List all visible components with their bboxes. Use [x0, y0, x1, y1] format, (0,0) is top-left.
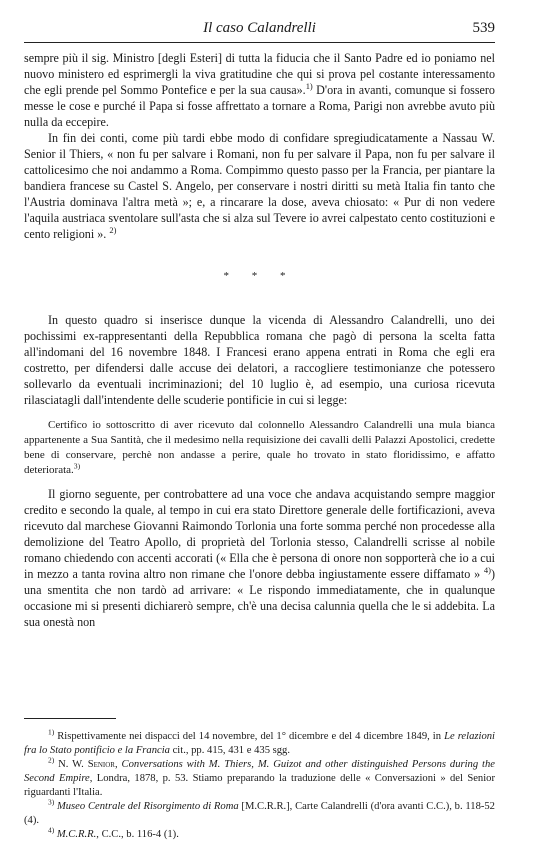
paragraph-4: [24, 486, 495, 630]
quoted-receipt-text: Certifico io sottoscritto di aver ricevuto dal colonnello Alessandro Calandrelli una mula bianca appartenente a Sua Santità, che il medesimo nella requisizione dei cavalli delli Palazzi Apostolici, credette bene di conservare, perchè non andasse a perire, quale ho trovato in stato floridissimo, e affatto deteriorata.: [24, 419, 495, 476]
footnote-3: [24, 797, 495, 828]
footnote-2-separator: ,: [114, 759, 122, 770]
paragraph-1: [24, 50, 495, 130]
paragraph-2: [24, 130, 495, 242]
footnote-ref-3: 3): [73, 461, 81, 471]
header-rule: [24, 42, 495, 43]
footnote-2-title: Conversations with M. Thiers, M. Guizot and other distinguished Persons during the Second Empire: [24, 759, 495, 784]
paragraph-1-text: sempre più il sig. Ministro [degli Esteri] di tutta la fiducia che il Santo Padre ed io poniamo nel nuovo ministero ed esprimergli la viva gratitudine che qui si prova pel costante interessamento che egli prende pel Sommo Pontefice e per la sua causa».: [24, 51, 495, 97]
paragraph-2-text: In fin dei conti, come più tardi ebbe modo di confidare spregiudicatamente a Nassau W. Senior il Thiers, « non fu per salvare i Romani, non fu per salvare il Papa, non fu per salvare il cattolicesimo che noi andammo a Roma. Compimmo questo passo per la Francia, per piantare la bandiera francese su Castel S. Angelo, per conservare i nostri diritti su metà Italia fin tanto che l'Austria dominava l'altra metà »; e, a rincarare la dose, aveva chiosato: « Pur di non vedere l'aquila austriaca sventolare sull'asta che si alza sul Tevere io avrei calpestato cento costituzioni e cento religioni ».: [24, 131, 495, 241]
footnote-3-number: 3): [48, 797, 55, 807]
footnote-2-number: 2): [48, 755, 55, 765]
page-header: [24, 20, 495, 40]
footnote-1-number: 1): [48, 727, 55, 737]
quoted-receipt: [24, 418, 495, 478]
footnote-3-citation: [M.C.R.R.], Carte Calandrelli (d'ora avanti C.C.), b. 118-52 (4).: [24, 801, 495, 826]
footnote-4-title: M.C.R.R.: [56, 829, 97, 840]
footnote-ref-4: 4): [483, 564, 491, 575]
footnotes: [24, 727, 495, 842]
footnote-2: [24, 755, 495, 800]
main-text: [24, 50, 495, 630]
paragraph-4-continuation: ) una smentita che non tardò ad arrivare: « Le rispondo immediatamente, che in qualunque occasione mi si presenti dichiarerò sempre, ch'è una decisa calunnia quella che le si addebita. La sua onestà non: [24, 567, 495, 629]
paragraph-4-text: Il giorno seguente, per controbattere ad una voce che andava acquistando sempre maggior credito e secondo la quale, al tempo in cui era stato Direttore generale delle fortificazioni, aveva ricevuto dal marchese Giovanni Raimondo Torlonia una forte somma perché non procedesse alla demolizione del Teatro Apollo, di proprietà del Torlonia stesso, Calandrelli scrisse al nobile romano chiedendo con accenti accorati (« Ella che è persona di onore non sopporterà che io a cui in mezzo a tanta rovina altro non rimane che l'onore debba ingiustamente essere diffamato »: [24, 487, 495, 581]
paragraph-1-continuation: D'ora in avanti, comunque si fossero messe le cose e purché il Papa si fosse affrettato a tornare a Roma, Parigi non avrebbe avuto più nulla da eccepire.: [24, 83, 495, 129]
footnote-1-citation: cit., pp. 415, 431 e 435 sgg.: [169, 745, 291, 756]
footnote-ref-2: 2): [109, 224, 117, 235]
footnote-1-text: Rispettivamente nei dispacci del 14 novembre, del 1° dicembre e del 4 dicembre 1849, in: [54, 731, 445, 742]
footnote-ref-1: 1): [305, 80, 313, 91]
paragraph-3: [24, 312, 495, 408]
running-title: Il caso Calandrelli: [203, 20, 316, 36]
footnote-3-title: Museo Centrale del Risorgimento di Roma: [56, 801, 239, 812]
page-number: 539: [472, 20, 495, 36]
footnote-2-citation: , Londra, 1878, p. 53. Stiamo preparando la traduzione delle « Conversazioni » del Senior riguardanti l'Italia.: [24, 773, 495, 798]
footnote-1-title: Le relazioni fra lo Stato pontificio e la Francia: [24, 731, 495, 756]
footnote-rule: [24, 718, 116, 719]
footnote-4-citation: , C.C., b. 116-4 (1).: [96, 829, 179, 840]
paragraph-3-text: In questo quadro si inserisce dunque la vicenda di Alessandro Calandrelli, uno dei pochissimi ex-rappresentanti della Repubblica romana che pagò di persona la scelta fatta all'indomani del 16 novembre 1848. I Francesi erano appena entrati in Roma che egli era costretto, per difendersi dalle accuse dei delatori, a raccogliere testimonianze che potessero sollevarlo da eventuali incriminazioni; del 10 luglio è, ad esempio, una curiosa ricevuta rilasciatagli dall'intendente delle scuderie pontificie in cui si legge:: [24, 313, 495, 407]
section-break-stars: * * *: [223, 270, 296, 282]
footnote-1: [24, 727, 495, 758]
footnote-2-text: N. W.: [54, 759, 88, 770]
footnote-4: [24, 825, 495, 842]
footnote-4-number: 4): [48, 825, 55, 835]
footnote-2-author: Senior: [87, 759, 115, 770]
